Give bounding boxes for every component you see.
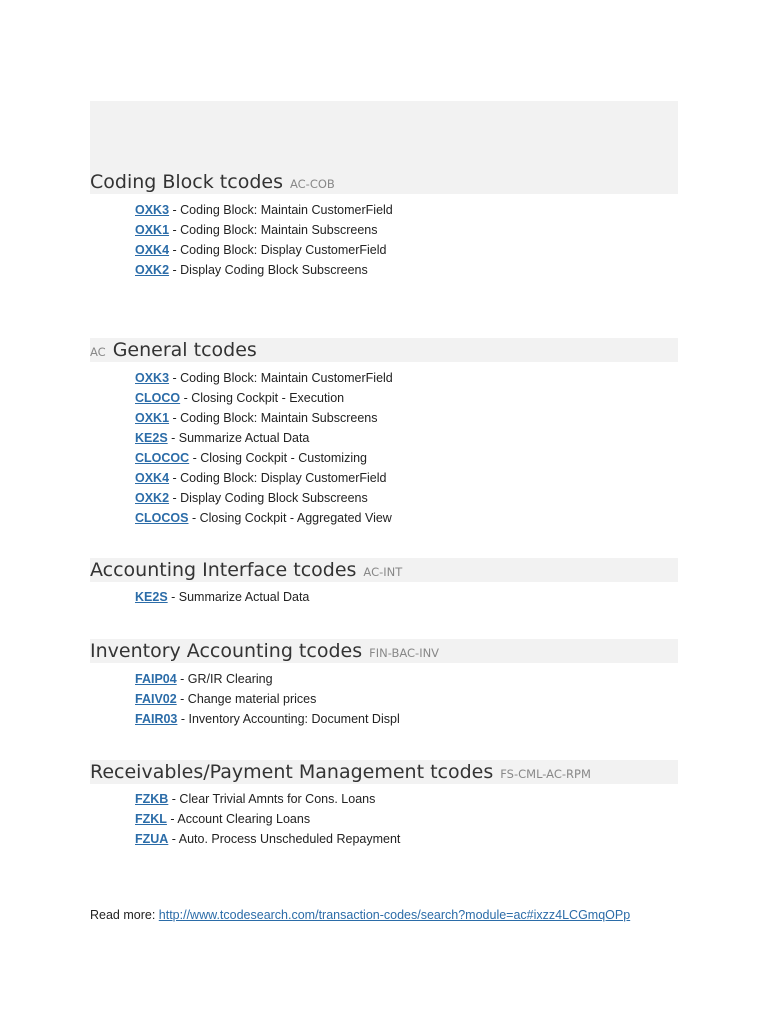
- tcode-description: - Coding Block: Maintain CustomerField: [169, 371, 393, 385]
- tcode-description: - Auto. Process Unscheduled Repayment: [168, 832, 401, 846]
- list-item: [135, 468, 393, 488]
- tcode-link[interactable]: OXK3: [135, 371, 170, 385]
- list-item: [135, 587, 309, 607]
- module-tag: AC: [90, 345, 106, 359]
- tcode-link[interactable]: FZKB: [135, 792, 169, 806]
- tcode-list-coding-block: [135, 200, 393, 280]
- tcode-link[interactable]: OXK2: [135, 263, 170, 277]
- list-item: [135, 789, 400, 809]
- section-heading-inventory-accounting: [90, 639, 678, 663]
- tcode-link[interactable]: OXK3: [135, 203, 170, 217]
- tcode-description: - Closing Cockpit - Customizing: [189, 451, 368, 465]
- module-tag: AC-COB: [289, 177, 335, 191]
- list-item: [135, 709, 400, 729]
- tcode-link[interactable]: OXK1: [135, 223, 170, 237]
- list-item: [135, 368, 393, 388]
- tcode-link[interactable]: FZUA: [135, 832, 169, 846]
- tcode-link[interactable]: OXK2: [135, 491, 170, 505]
- tcode-link[interactable]: FZKL: [135, 812, 167, 826]
- section-title: Receivables/Payment Management tcodes: [90, 761, 494, 783]
- tcode-list-accounting-interface: [135, 587, 309, 607]
- module-tag: FIN-BAC-INV: [369, 646, 440, 660]
- tcode-list-receivables-payment: [135, 789, 400, 849]
- tcode-link[interactable]: FAIV02: [135, 692, 177, 706]
- tcode-description: - Account Clearing Loans: [166, 812, 311, 826]
- read-more-label: Read more:: [90, 908, 159, 922]
- list-item: [135, 689, 400, 709]
- tcode-link[interactable]: OXK4: [135, 471, 170, 485]
- list-item: [135, 829, 400, 849]
- read-more-link[interactable]: http://www.tcodesearch.com/transaction-codes/search?module=ac#ixzz4LCGmqOPp: [158, 908, 631, 922]
- list-item: [135, 260, 393, 280]
- tcode-link[interactable]: CLOCOS: [135, 511, 189, 525]
- tcode-link[interactable]: OXK4: [135, 243, 170, 257]
- tcode-description: - Coding Block: Maintain Subscreens: [169, 223, 378, 237]
- tcode-description: - Coding Block: Maintain CustomerField: [169, 203, 393, 217]
- module-tag: AC-INT: [363, 565, 403, 579]
- tcode-description: - Inventory Accounting: Document Displ: [177, 712, 400, 726]
- list-item: [135, 669, 400, 689]
- list-item: [135, 408, 393, 428]
- list-item: [135, 428, 393, 448]
- section-heading-coding-block: [90, 101, 678, 194]
- tcode-description: - Display Coding Block Subscreens: [169, 491, 368, 505]
- section-title: Accounting Interface tcodes: [90, 559, 357, 581]
- section-heading-accounting-interface: [90, 558, 678, 582]
- tcode-link[interactable]: KE2S: [135, 431, 168, 445]
- tcode-description: - Coding Block: Display CustomerField: [169, 243, 387, 257]
- tcode-list-inventory-accounting: [135, 669, 400, 729]
- tcode-description: - Summarize Actual Data: [167, 590, 310, 604]
- tcode-link[interactable]: OXK1: [135, 411, 170, 425]
- list-item: [135, 388, 393, 408]
- list-item: [135, 240, 393, 260]
- section-title: General tcodes: [112, 339, 257, 361]
- tcode-description: - Closing Cockpit - Execution: [180, 391, 345, 405]
- tcode-list-general: [135, 368, 393, 528]
- tcode-description: - Change material prices: [176, 692, 317, 706]
- list-item: [135, 200, 393, 220]
- read-more: [90, 905, 630, 925]
- tcode-link[interactable]: KE2S: [135, 590, 168, 604]
- list-item: [135, 448, 393, 468]
- list-item: [135, 508, 393, 528]
- section-heading-general: [90, 338, 678, 362]
- tcode-description: - Coding Block: Display CustomerField: [169, 471, 387, 485]
- list-item: [135, 220, 393, 240]
- tcode-link[interactable]: CLOCO: [135, 391, 181, 405]
- list-item: [135, 809, 400, 829]
- tcode-description: - Closing Cockpit - Aggregated View: [188, 511, 392, 525]
- tcode-link[interactable]: FAIP04: [135, 672, 177, 686]
- tcode-link[interactable]: CLOCOC: [135, 451, 190, 465]
- module-tag: FS-CML-AC-RPM: [500, 767, 591, 781]
- tcode-description: - GR/IR Clearing: [176, 672, 273, 686]
- tcode-description: - Clear Trivial Amnts for Cons. Loans: [168, 792, 376, 806]
- tcode-description: - Summarize Actual Data: [167, 431, 310, 445]
- section-title: Inventory Accounting tcodes: [90, 640, 363, 662]
- tcode-description: - Display Coding Block Subscreens: [169, 263, 368, 277]
- section-title: Coding Block tcodes: [90, 171, 283, 193]
- tcode-description: - Coding Block: Maintain Subscreens: [169, 411, 378, 425]
- list-item: [135, 488, 393, 508]
- section-heading-receivables-payment: [90, 760, 678, 784]
- tcode-link[interactable]: FAIR03: [135, 712, 178, 726]
